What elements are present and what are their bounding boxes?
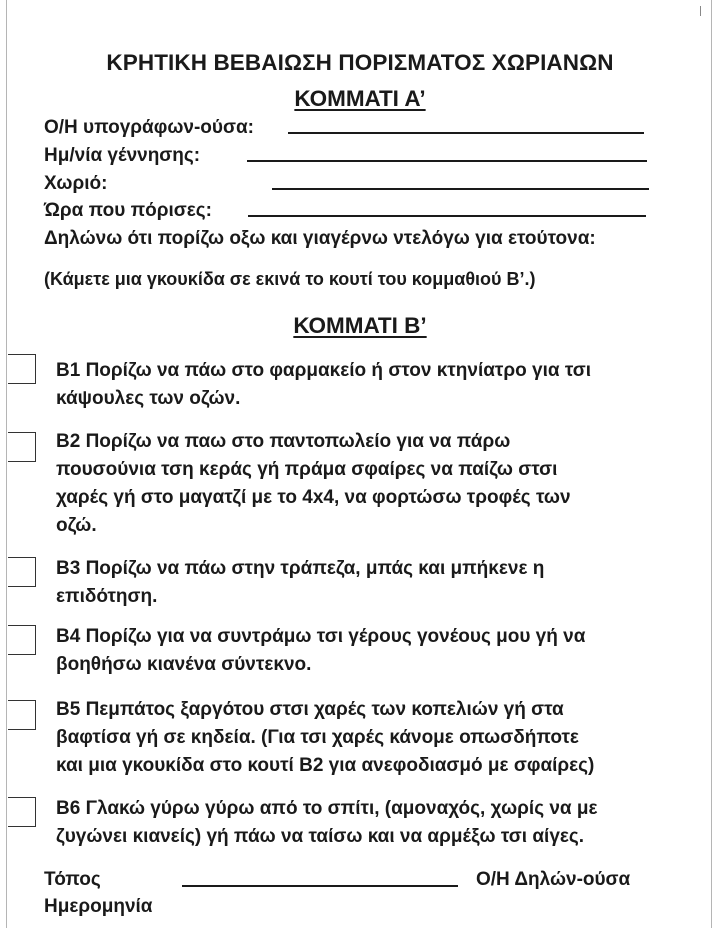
- option-b1-checkbox[interactable]: [8, 354, 36, 384]
- departure-time-label: Ώρα που πόρισες:: [44, 200, 213, 221]
- birth-date-field[interactable]: [247, 160, 647, 162]
- scan-edge-right: [711, 0, 712, 928]
- option-b4-checkbox[interactable]: [8, 625, 36, 655]
- option-b6-checkbox[interactable]: [8, 797, 36, 827]
- option-b1-text: Β1 Πορίζω να πάω στο φαρμακείο ή στον κτηνίατρο για τσι κάψουλες των οζών.: [56, 360, 592, 409]
- place-label: Τόπος: [44, 869, 101, 890]
- instruction-text: (Κάμετε μια γκουκίδα σε εκινά το κουτί του κομμαθιού Β’.): [44, 269, 536, 289]
- scan-corner-mark: [700, 6, 701, 16]
- birth-date-label: Ημ/νία γέννησης:: [44, 145, 201, 166]
- signer-name-field[interactable]: [288, 132, 644, 134]
- place-field[interactable]: [182, 885, 458, 887]
- scan-edge-left: [6, 0, 7, 928]
- option-b5-checkbox[interactable]: [8, 700, 36, 730]
- part-a-heading: ΚΟΜΜΑΤΙ Α’: [294, 86, 426, 111]
- option-b2-checkbox[interactable]: [8, 432, 36, 462]
- option-b3-checkbox[interactable]: [8, 557, 36, 587]
- option-b2-text: Β2 Πορίζω να παω στο παντοπωλείο για να πάρω πουσούνια τση κεράς γή πράμα σφαίρες να παίζω στσι χαρές γή στο μαγατζί με το 4x4, να φορτώσω τροφές των οζώ.: [56, 431, 571, 536]
- signature-label: Ο/Η Δηλών-ούσα: [476, 869, 631, 890]
- form-title: ΚΡΗΤΙΚΗ ΒΕΒΑΙΩΣΗ ΠΟΡΙΣΜΑΤΟΣ ΧΩΡΙΑΝΩΝ: [106, 50, 614, 75]
- date-label: Ημερομηνία: [44, 896, 153, 917]
- option-b6-text: Β6 Γλακώ γύρω γύρω από το σπίτι, (αμοναχός, χωρίς να με ζυγώνει κιανείς) γή πάω να ταίσω και να αρμέξω τσι αίγες.: [56, 798, 598, 847]
- option-b5-text: Β5 Πεμπάτος ξαργότου στσι χαρές των κοπελιών γή στα βαφτίσα γή σε κηδεία. (Για τσι χαρές κάνομε οπωσδήποτε και μια γκουκίδα στο κουτί Β2 για ανεφοδιασμό με σφαίρες): [56, 699, 595, 776]
- option-b4-text: Β4 Πορίζω για να συντράμω τσι γέρους γονέους μου γή να βοηθήσω κιανένα σύντεκνο.: [56, 626, 586, 675]
- part-b-heading: ΚΟΜΜΑΤΙ Β’: [293, 313, 427, 338]
- village-field[interactable]: [272, 188, 649, 190]
- signer-name-label: Ο/Η υπογράφων-ούσα:: [44, 117, 254, 138]
- departure-time-field[interactable]: [248, 215, 646, 217]
- declaration-text: Δηλώνω ότι πορίζω οξω και γιαγέρνω ντελόγω για ετούτονα:: [44, 228, 596, 249]
- option-b3-text: Β3 Πορίζω να πάω στην τράπεζα, μπάς και μπήκενε η επιδότηση.: [56, 558, 545, 607]
- village-label: Χωριό:: [44, 173, 108, 194]
